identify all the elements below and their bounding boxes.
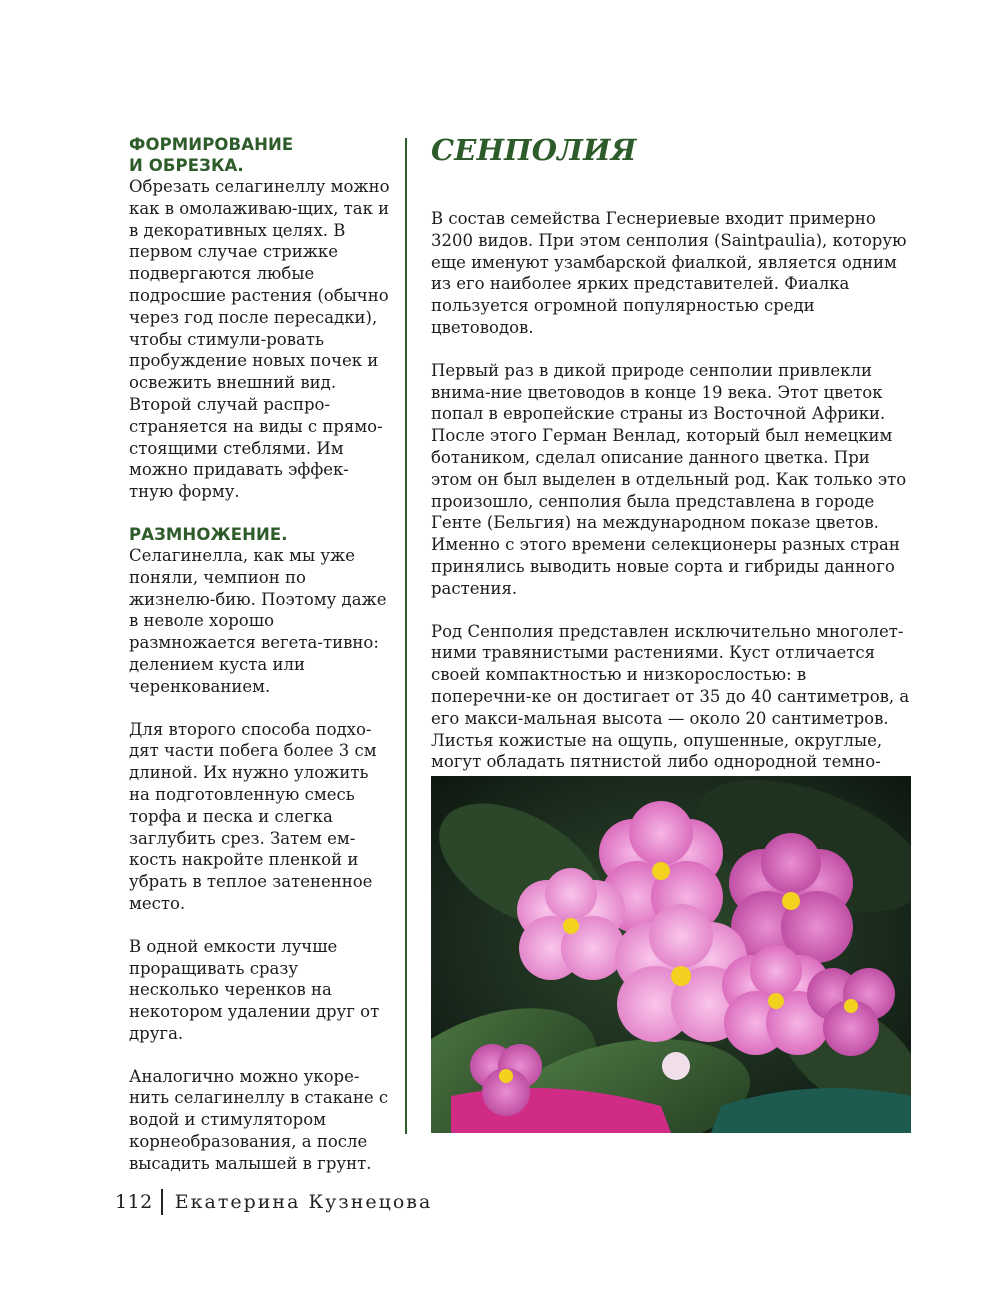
- description-paragraph: Род Сенполия представлен исключительно многолет-ними травянистыми растениями. Куст отличается своей компактностью и низкорослостью: в поперечни-ке он достигает от 35 до 40 сантиметров, а его макси-мальная высота — около 20 сантиметров. Листья кожистые на ощупь, опушенные, округлые, могут обладать пятнистой либо однородной темно-: [431, 621, 910, 772]
- author-name: Екатерина Кузнецова: [174, 1191, 433, 1213]
- footer-separator: [161, 1189, 163, 1215]
- heading-pruning: ФОРМИРОВАНИЕ И ОБРЕЗКА.: [129, 135, 294, 175]
- heading-propagation: РАЗМНОЖЕНИЕ.: [129, 524, 288, 544]
- history-paragraph: Первый раз в дикой природе сенполии привлекли внима-ние цветоводов в конце 19 века. Этот цветок попал в европейские страны из Восточной Африки. После этого Герман Венлад, который был немецким ботаником, сделал описание данного цветка. При этом он был выделен в отдельный род. Как только это произошло, сенполия была представлена в городе Генте (Бельгия) на международном показе цветов. Именно с этого времени селекционеры разных стран принялись выводить новые сорта и гибриды данного растения.: [431, 360, 907, 598]
- propagation-paragraph-1: Селагинелла, как мы уже поняли, чемпион по жизнелю-бию. Поэтому даже в неволе хорошо размножается вегета-тивно: делением куста или черенкованием.: [129, 545, 387, 696]
- page-number: 112: [115, 1191, 153, 1213]
- pruning-paragraph: Обрезать селагинеллу можно как в омолаживаю-щих, так и в декоративных целях. В первом случае стрижке подвергаются любые подросшие растения (обычно через год после пересадки), чтобы стимули-ровать пробуждение новых почек и освежить внешний вид. Второй случай распро-страняется на виды с прямо-стоящими стеблями. Им можно придавать эффек-тную форму.: [129, 177, 390, 502]
- article-title: СЕНПОЛИЯ: [431, 133, 637, 167]
- column-divider: [405, 138, 407, 1134]
- propagation-paragraph-4: Аналогично можно укоре-нить селагинеллу в стакане с водой и стимулятором корнеобразования, а после высадить малышей в грунт.: [129, 1066, 389, 1173]
- intro-paragraph: В состав семейства Геснериевые входит примерно 3200 видов. При этом сенполия (Saintpaulia), которую еще именуют узамбарской фиалкой, является одним из его наиболее ярких представителей. Фиалка пользуется огромной популярностью среди цветоводов.: [431, 209, 907, 337]
- propagation-paragraph-3: В одной емкости лучше проращивать сразу несколько черенков на некотором удалении друг от друга.: [129, 936, 380, 1043]
- page-footer: [115, 1188, 432, 1216]
- left-column: [129, 134, 391, 1196]
- saintpaulia-photo: [431, 776, 911, 1133]
- propagation-paragraph-2: Для второго способа подхо-дят части побега более 3 см длиной. Их нужно уложить на подготовленную смесь торфа и песка и слегка заглубить срез. Затем ем-кость накройте пленкой и убрать в теплое затененное место.: [129, 719, 377, 913]
- right-column: [431, 130, 911, 816]
